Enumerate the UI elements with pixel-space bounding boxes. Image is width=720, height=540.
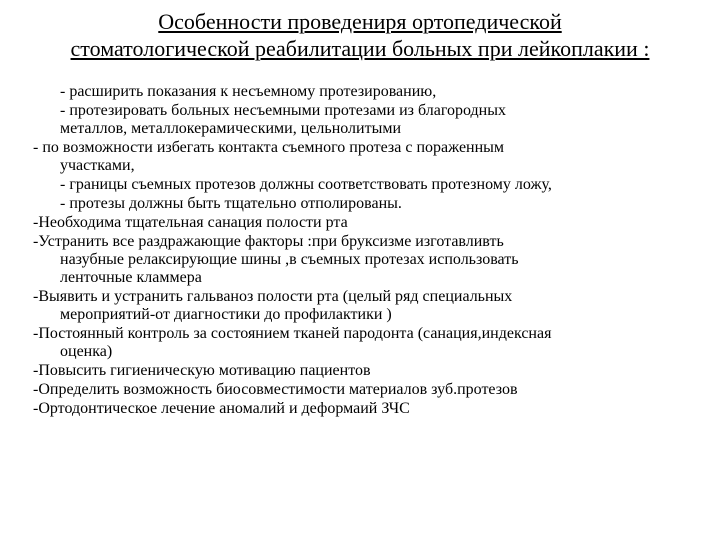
list-item xyxy=(0,176,720,194)
title-line-2: стоматологической реабилитации больных при лейкоплакии : xyxy=(70,36,650,61)
list-item-line: -Ортодонтическое лечение аномалий и деформаий ЗЧС xyxy=(33,400,410,417)
list-item-line: назубные релаксирующие шины ,в съемных протезах использовать xyxy=(60,251,519,268)
list-item-line: -Определить возможность биосовместимости материалов зуб.протезов xyxy=(33,381,518,398)
recommendations-list xyxy=(0,83,720,419)
list-item xyxy=(0,233,720,287)
list-item-line: ленточные кламмера xyxy=(60,269,202,286)
list-item xyxy=(0,214,720,232)
list-item-line: - протезировать больных несъемными протезами из благородных xyxy=(60,102,506,119)
list-item xyxy=(0,362,720,380)
list-item-line: - расширить показания к несъемному протезированию, xyxy=(60,83,437,100)
list-item-line: мероприятий-от диагностики до профилактики ) xyxy=(60,306,392,323)
list-item-line: -Постоянный контроль за состоянием тканей пародонта (санация,индексная xyxy=(33,325,552,342)
page-title xyxy=(0,8,720,62)
list-item-line: участками, xyxy=(60,157,135,174)
title-line-1: Особенности проведениря ортопедической xyxy=(158,9,562,34)
list-item-line: - протезы должны быть тщательно отполированы. xyxy=(60,195,402,212)
list-item-line: -Повысить гигиеническую мотивацию пациентов xyxy=(33,362,371,379)
list-item xyxy=(0,288,720,324)
list-item xyxy=(0,325,720,361)
list-item-line: -Необходима тщательная санация полости рта xyxy=(33,214,348,231)
list-item xyxy=(0,381,720,399)
list-item xyxy=(0,139,720,175)
list-item xyxy=(0,102,720,138)
list-item-line: - по возможности избегать контакта съемного протеза с пораженным xyxy=(33,139,505,156)
list-item-line: оценка) xyxy=(60,343,113,360)
list-item-line: -Устранить все раздражающие факторы :при бруксизме изготавливть xyxy=(33,233,504,250)
list-item-line: металлов, металлокерамическими, цельнолитыми xyxy=(60,120,402,137)
list-item xyxy=(0,83,720,101)
list-item-line: -Выявить и устранить гальваноз полости рта (целый ряд специальных xyxy=(33,288,513,305)
list-item-line: - границы съемных протезов должны соответствовать протезному ложу, xyxy=(60,176,552,193)
list-item xyxy=(0,195,720,213)
list-item xyxy=(0,400,720,418)
